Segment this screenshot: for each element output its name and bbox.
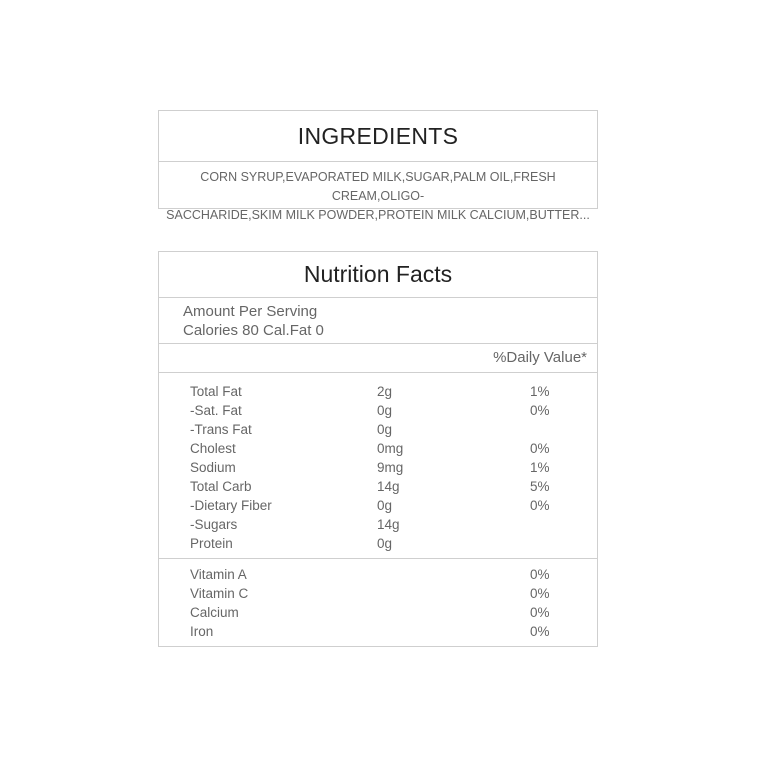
nutrient-daily-value: 1% <box>530 460 550 475</box>
amount-per-serving: Amount Per Serving <box>183 303 318 320</box>
ingredients-line-2: SACCHARIDE,SKIM MILK POWDER,PROTEIN MILK CALCIUM,BUTTER... <box>166 208 590 222</box>
nutrient-row <box>159 496 597 515</box>
ingredients-title: INGREDIENTS <box>159 111 597 162</box>
vitamin-name: Vitamin C <box>190 586 249 601</box>
vitamin-name: Calcium <box>190 605 239 620</box>
nutrient-amount: 0mg <box>377 441 404 456</box>
nutrient-row <box>159 439 597 458</box>
nutrient-daily-value: 5% <box>530 479 550 494</box>
nutrient-name: -Trans Fat <box>190 422 252 437</box>
nutrient-name: Cholest <box>190 441 236 456</box>
nutrient-row <box>159 420 597 439</box>
nutrient-name: Sodium <box>190 460 236 475</box>
vitamin-row <box>159 584 597 603</box>
nutrient-row <box>159 534 597 553</box>
daily-value-header: %Daily Value* <box>159 344 597 373</box>
nutrient-amount: 0g <box>377 403 393 418</box>
nutrient-row <box>159 515 597 534</box>
nutrient-amount: 0g <box>377 422 393 437</box>
nutrient-daily-value: 0% <box>530 441 550 456</box>
nutrient-amount: 0g <box>377 498 393 513</box>
nutrient-amount: 14g <box>377 479 400 494</box>
vitamin-daily-value: 0% <box>530 624 550 639</box>
vitamin-daily-value: 0% <box>530 605 550 620</box>
nutrient-list <box>159 373 597 559</box>
vitamin-name: Iron <box>190 624 214 639</box>
vitamin-daily-value: 0% <box>530 586 550 601</box>
vitamin-row <box>159 622 597 641</box>
nutrient-daily-value: 0% <box>530 403 550 418</box>
nutrient-name: Total Carb <box>190 479 252 494</box>
serving-info <box>159 298 597 344</box>
nutrient-amount: 9mg <box>377 460 404 475</box>
nutrient-name: Protein <box>190 536 233 551</box>
ingredients-panel <box>158 110 598 222</box>
vitamin-name: Vitamin A <box>190 567 247 582</box>
nutrient-amount: 0g <box>377 536 393 551</box>
ingredients-line-1: CORN SYRUP,EVAPORATED MILK,SUGAR,PALM OIL,FRESH CREAM,OLIGO- <box>200 170 556 203</box>
vitamin-row <box>159 565 597 584</box>
nutrient-row <box>159 401 597 420</box>
nutrient-name: -Sat. Fat <box>190 403 242 418</box>
ingredients-text <box>159 162 597 225</box>
nutrient-amount: 14g <box>377 517 400 532</box>
nutrient-name: -Dietary Fiber <box>190 498 272 513</box>
vitamin-list <box>159 559 597 641</box>
calories-line: Calories 80 Cal.Fat 0 <box>183 322 324 339</box>
nutrient-name: Total Fat <box>190 384 242 399</box>
nutrition-title: Nutrition Facts <box>159 252 597 298</box>
nutrient-daily-value: 0% <box>530 498 550 513</box>
nutrient-name: -Sugars <box>190 517 238 532</box>
nutrient-row <box>159 382 597 401</box>
vitamin-row <box>159 603 597 622</box>
nutrient-amount: 2g <box>377 384 393 399</box>
nutrient-row <box>159 477 597 496</box>
nutrient-daily-value: 1% <box>530 384 550 399</box>
nutrient-row <box>159 458 597 477</box>
vitamin-daily-value: 0% <box>530 567 550 582</box>
nutrition-facts-panel <box>158 251 598 647</box>
